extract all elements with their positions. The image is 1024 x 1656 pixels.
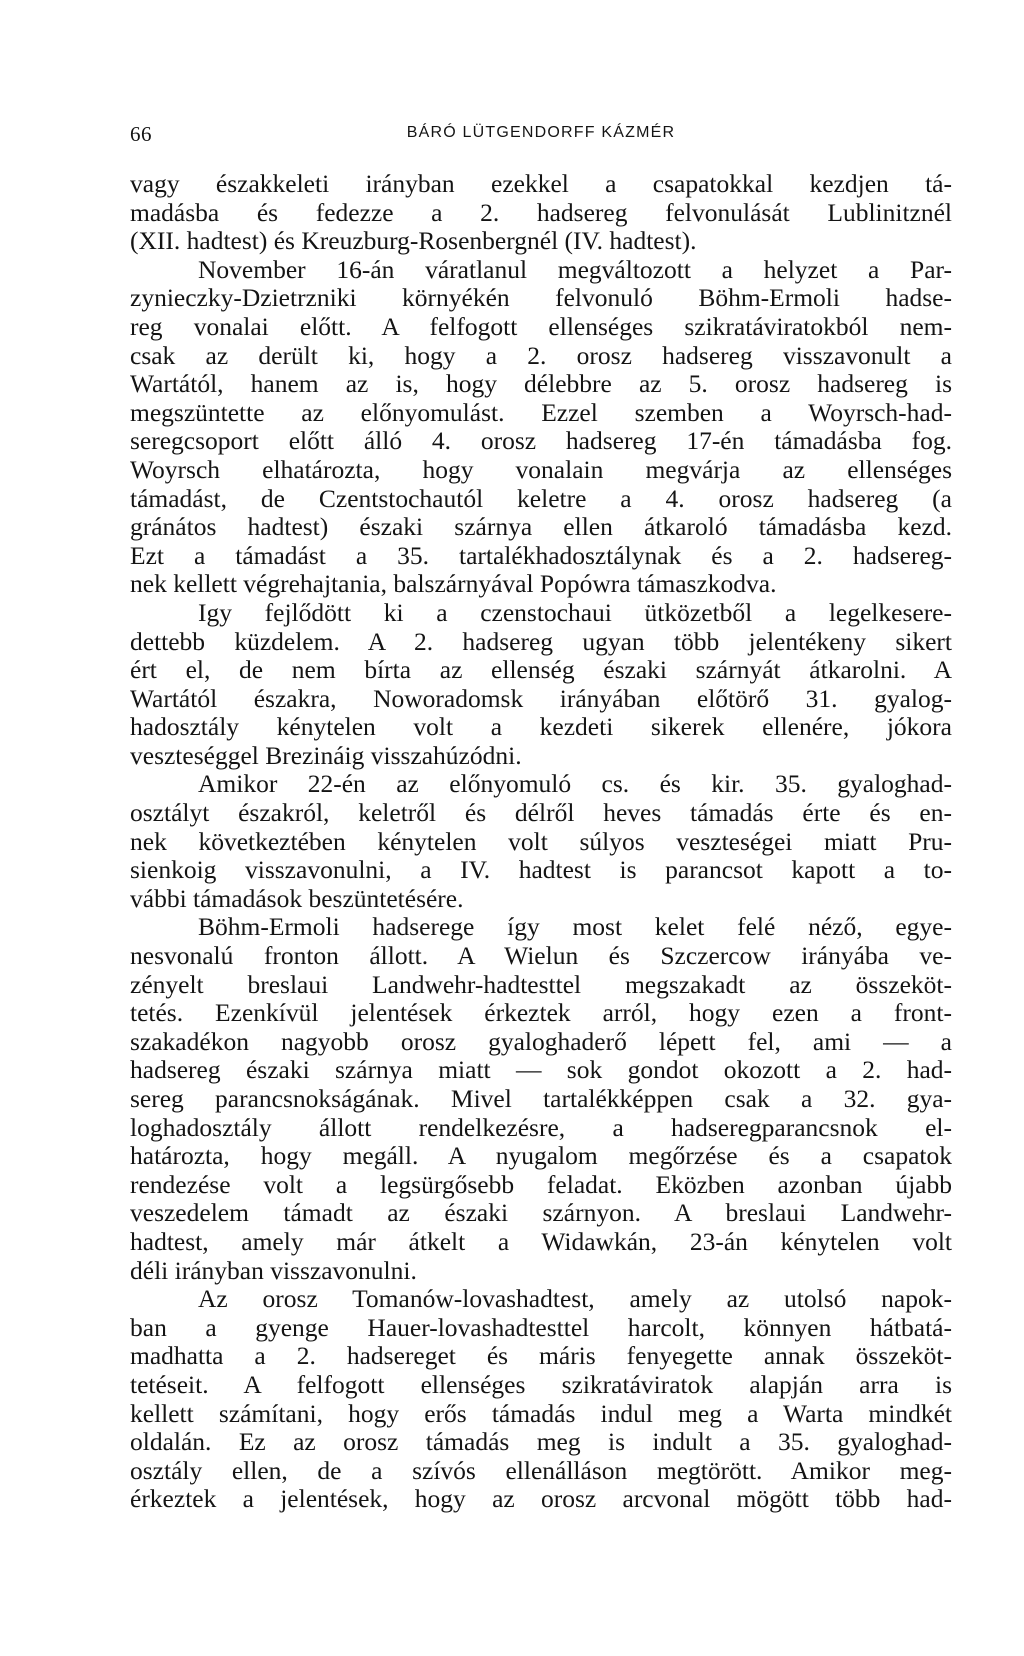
text-line: hadtest, amely már átkelt a Widawkán, 23-án kénytelen volt: [130, 1227, 952, 1256]
text-line: hadsereg északi szárnya miatt — sok gondot okozott a 2. had-: [130, 1056, 952, 1085]
text-line: loghadosztály állott rendelkezésre, a hadseregparancsnok el-: [130, 1113, 952, 1142]
text-line: ért el, de nem bírta az ellenség északi szárnyát átkarolni. A: [130, 656, 952, 685]
text-line: Ezt a támadást a 35. tartalékhadosztálynak és a 2. hadsereg-: [130, 541, 952, 570]
text-line: hadosztály kénytelen volt a kezdeti sikerek ellenére, jókora: [130, 713, 952, 742]
text-line: déli irányban visszavonulni.: [130, 1256, 417, 1285]
text-line: veszedelem támadt az északi szárnyon. A breslaui Landwehr-: [130, 1199, 952, 1228]
text-line: osztály ellen, de a szívós ellenálláson megtörött. Amikor meg-: [130, 1456, 952, 1485]
text-line: megszüntette az előnyomulást. Ezzel szemben a Woyrsch-had-: [130, 398, 952, 427]
text-line: szakadékon nagyobb orosz gyaloghaderő lépett fel, ami — a: [130, 1027, 952, 1056]
page-header: [130, 122, 952, 150]
text-line: osztályt északról, keletről és délről heves támadás érte és en-: [130, 799, 952, 828]
text-line: rendezése volt a legsürgősebb feladat. Eközben azonban újabb: [130, 1170, 952, 1199]
text-line: tetés. Ezenkívül jelentések érkeztek arról, hogy ezen a front-: [130, 999, 952, 1028]
text-line: ban a gyenge Hauer-lovashadtesttel harcolt, könnyen hátbatá-: [130, 1313, 952, 1342]
text-line: nek kellett végrehajtania, balszárnyával Popówra támaszkodva.: [130, 570, 777, 599]
text-line: sienkoig visszavonulni, a IV. hadtest is parancsot kapott a to-: [130, 856, 952, 885]
text-line: Igy fejlődött ki a czenstochaui ütközetből a legelkesere-: [198, 598, 952, 627]
text-line: csak az derült ki, hogy a 2. orosz hadsereg visszavonult a: [130, 341, 952, 370]
text-line: oldalán. Ez az orosz támadás meg is indult a 35. gyaloghad-: [130, 1428, 952, 1457]
text-line: kellett számítani, hogy erős támadás indul meg a Warta mindkét: [130, 1399, 952, 1428]
text-line: Wartától északra, Noworadomsk irányában előtörő 31. gyalog-: [130, 684, 952, 713]
text-line: madásba és fedezze a 2. hadsereg felvonulását Lublinitznél: [130, 198, 952, 227]
text-line: zényelt breslaui Landwehr-hadtesttel megszakadt az összeköt-: [130, 970, 952, 999]
text-line: Wartától, hanem az is, hogy délebbre az 5. orosz hadsereg is: [130, 370, 952, 399]
text-line: veszteséggel Brezináig visszahúzódni.: [130, 741, 522, 770]
text-line: Böhm-Ermoli hadserege így most kelet felé néző, egye-: [198, 913, 952, 942]
text-line: zynieczky-Dzietrzniki környékén felvonuló Böhm-Ermoli hadse-: [130, 284, 952, 313]
text-line: nek következtében kénytelen volt súlyos veszteségei miatt Pru-: [130, 827, 952, 856]
text-line: gránátos hadtest) északi szárnya ellen átkaroló támadásba kezd.: [130, 513, 952, 542]
text-line: vagy északkeleti irányban ezekkel a csapatokkal kezdjen tá-: [130, 170, 952, 198]
text-line: seregcsoport előtt álló 4. orosz hadsereg 17-én támadásba fog.: [130, 427, 952, 456]
text-line: határozta, hogy megáll. A nyugalom megőrzése és a csapatok: [130, 1142, 952, 1171]
page-number: 66: [130, 122, 152, 146]
text-line: dettebb küzdelem. A 2. hadsereg ugyan több jelentékeny sikert: [130, 627, 952, 656]
text-line: Az orosz Tomanów-lovashadtest, amely az utolsó napok-: [198, 1285, 952, 1314]
text-line: támadást, de Czentstochautól keletre a 4. orosz hadsereg (a: [130, 484, 952, 513]
text-line: (XII. hadtest) és Kreuzburg-Rosenbergnél (IV. hadtest).: [130, 227, 697, 256]
text-line: reg vonalai előtt. A felfogott ellenséges szikratáviratokból nem-: [130, 312, 952, 341]
text-line: vábbi támadások beszüntetésére.: [130, 884, 464, 913]
text-line: Woyrsch elhatározta, hogy vonalain megvárja az ellenséges: [130, 455, 952, 484]
running-head: BÁRÓ LÜTGENDORFF KÁZMÉR: [406, 124, 676, 141]
text-line: sereg parancsnokságának. Mivel tartalékképpen csak a 32. gya-: [130, 1085, 952, 1113]
text-line: November 16-án váratlanul megváltozott a helyzet a Par-: [198, 255, 952, 284]
body-text: [130, 170, 952, 1514]
text-line: érkeztek a jelentések, hogy az orosz arcvonal mögött több had-: [130, 1485, 952, 1514]
text-line: madhatta a 2. hadsereget és máris fenyegette annak összeköt-: [130, 1342, 952, 1371]
text-line: nesvonalú fronton állott. A Wielun és Szczercow irányába ve-: [130, 942, 952, 971]
text-line: tetéseit. A felfogott ellenséges szikratáviratok alapján arra is: [130, 1370, 952, 1399]
text-line: Amikor 22-én az előnyomuló cs. és kir. 35. gyaloghad-: [198, 770, 952, 799]
